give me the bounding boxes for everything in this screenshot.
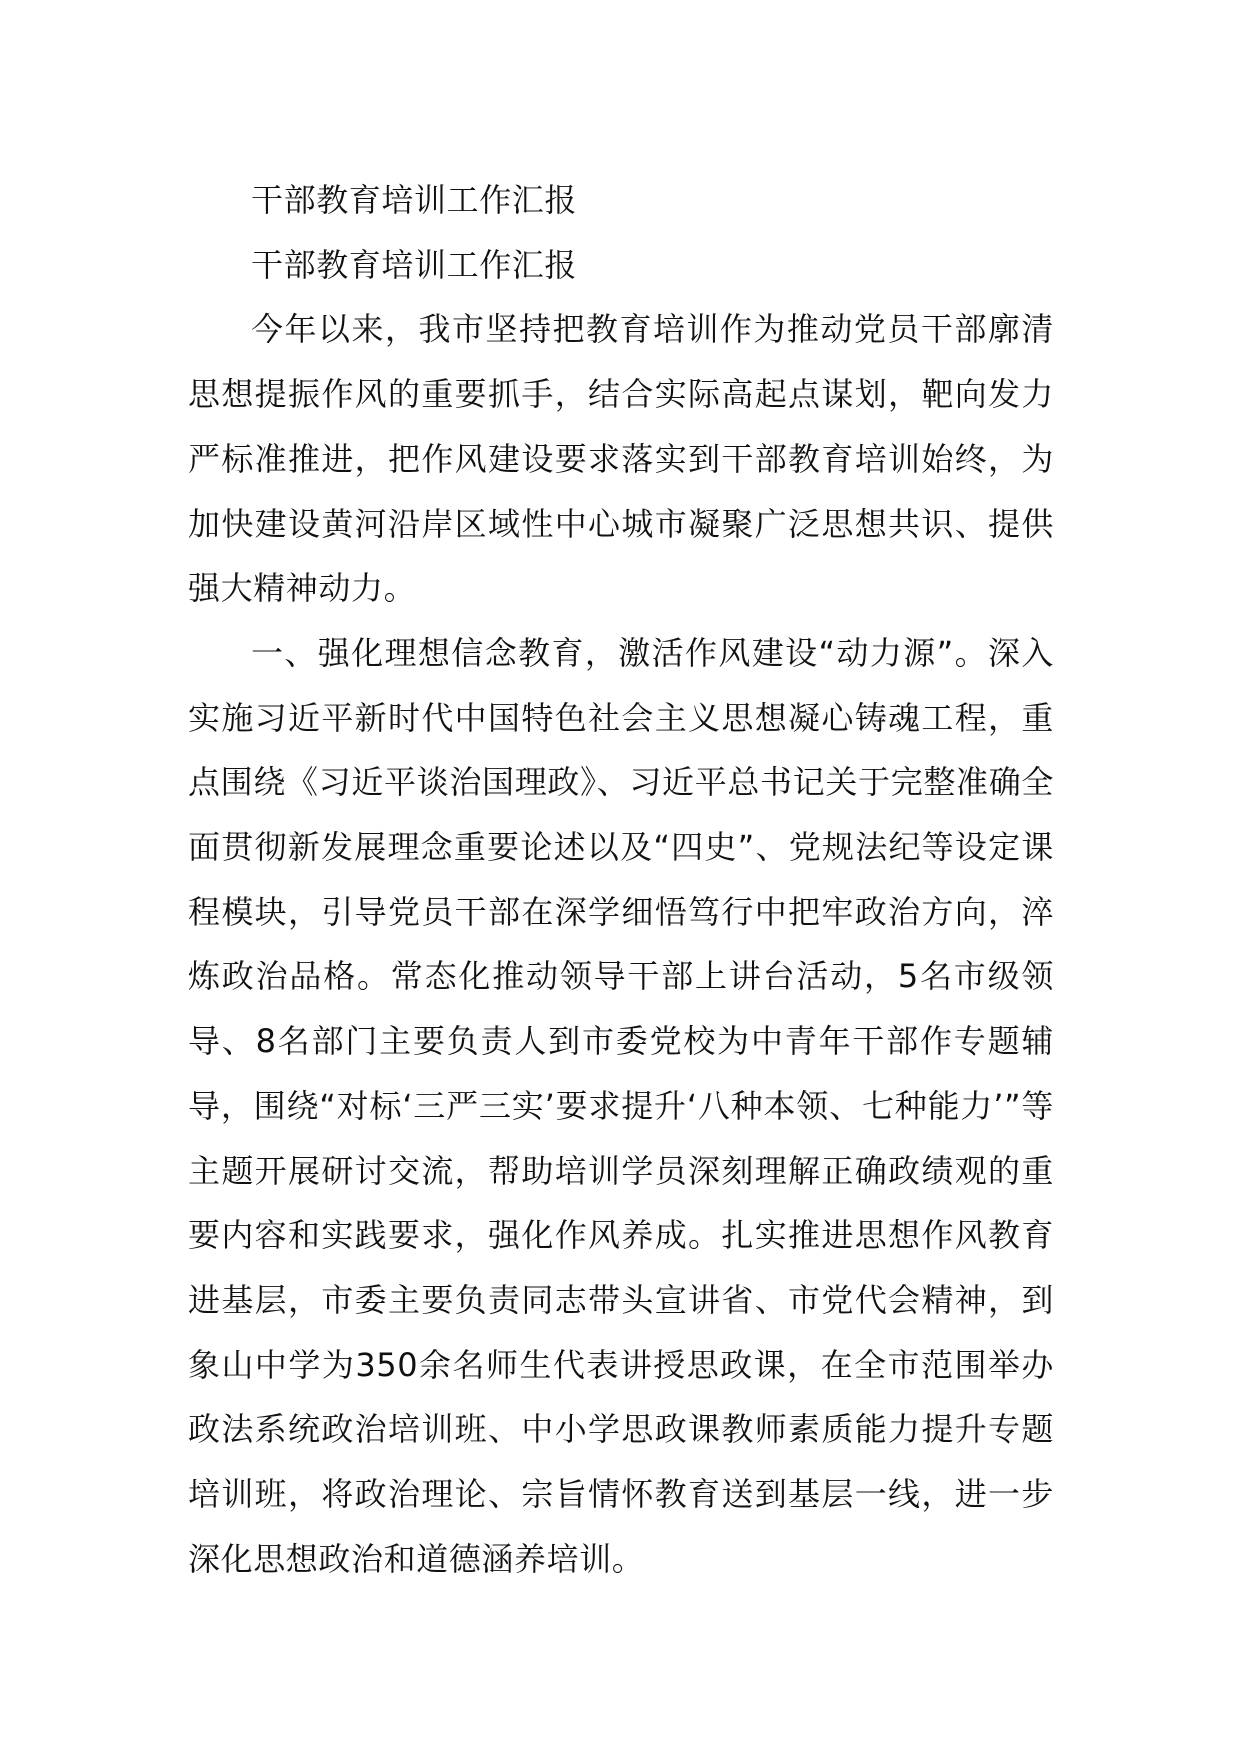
document-subtitle: 干部教育培训工作汇报 — [251, 245, 578, 284]
document-title: 干部教育培训工作汇报 — [251, 181, 578, 219]
section-one-paragraph: 一、强化理想信念教育，激活作风建设“动力源”。深入实施习近平新时代中国特色社会主义思想凝心铸魂工程，重点围绕《习近平谈治国理政》、习近平总书记关于完整准确全面贯彻新发展理念重要论述以及“四史”、党规法纪等设定课程模块，引导党员干部在深学细悟笃行中把牢政治方向，淬炼政治品格。常态化推动领导干部上讲台活动，5名市级领导、8名部门主要负责人到市委党校为中青年干部作专题辅导，围绕“对标‘三严三实’要求提升‘八种本领、七种能力’”等主题开展研讨交流，帮助培训学员深刻理解正确政绩观的重要内容和实践要求，强化作风养成。扎实推进思想作风教育进基层，市委主要负责同志带头宣讲省、市党代会精神，到象山中学为350余名师生代表讲授思政课，在全市范围举办政法系统政治培训班、中小学思政课教师素质能力提升专题培训班，将政治理论、宗旨情怀教育送到基层一线，进一步深化思想政治和道德涵养培训。 — [188, 633, 1054, 1578]
document-body — [188, 168, 1054, 1591]
intro-paragraph: 今年以来，我市坚持把教育培训作为推动党员干部廓清思想提振作风的重要抓手，结合实际高起点谋划，靶向发力严标准推进，把作风建设要求落实到干部教育培训始终，为加快建设黄河沿岸区域性中心城市凝聚广泛思想共识、提供强大精神动力。 — [188, 310, 1054, 608]
